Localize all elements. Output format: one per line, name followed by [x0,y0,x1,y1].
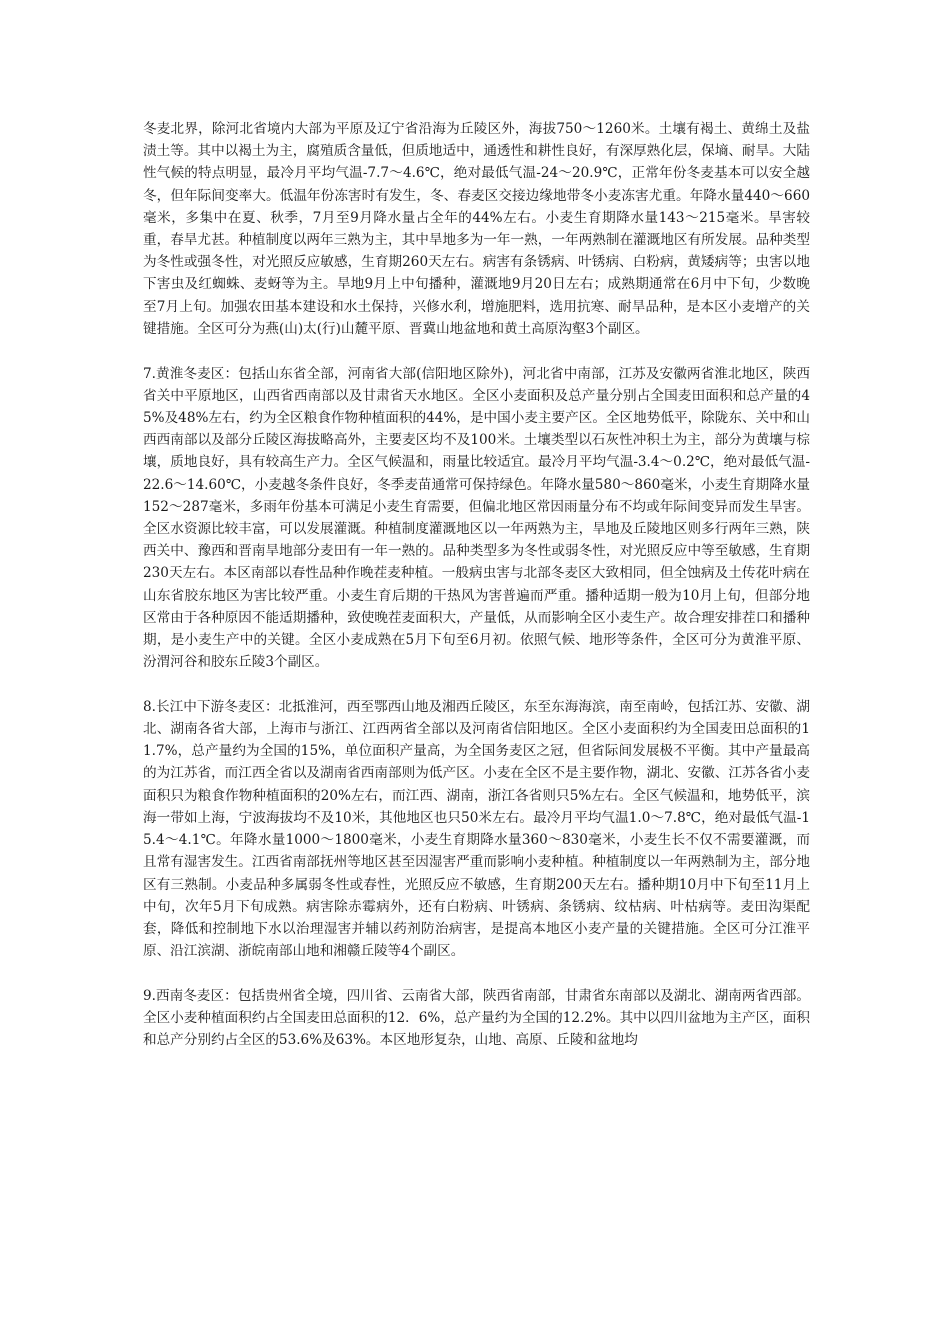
paragraph-huanghuai-winter-wheat: 7.黄淮冬麦区：包括山东省全部，河南省大部(信阳地区除外)，河北省中南部，江苏及安徽两省淮北地区，陕西省关中平原地区，山西省西南部以及甘肃省天水地区。全区小麦面积及总产量分别占全国麦田面积和总产量的45%及48%左右，约为全区粮食作物种植面积的44%，是中国小麦主要产区。全区地势低平，除陇东、关中和山西西南部以及部分丘陵区海拔略高外，主要麦区均不及100米。土壤类型以石灰性冲积土为主，部分为黄壤与棕壤，质地良好，具有较高生产力。全区气候温和，雨量比较适宜。最冷月平均气温-3.4～0.2℃，绝对最低气温-22.6～14.60℃，小麦越冬条件良好，冬季麦苗通常可保持绿色。年降水量580～860毫米，小麦生育期降水量152～287毫米，多雨年份基本可满足小麦生育需要，但偏北地区常因雨量分布不均或年际间变异而发生旱害。全区水资源比较丰富，可以发展灌溉。种植制度灌溉地区以一年两熟为主，旱地及丘陵地区则多行两年三熟，陕西关中、豫西和晋南旱地部分麦田有一年一熟的。品种类型多为冬性或弱冬性，对光照反应中等至敏感，生育期230天左右。本区南部以春性品种作晚茬麦种植。一般病虫害与北部冬麦区大致相同，但全蚀病及土传花叶病在山东省胶东地区为害比较严重。小麦生育后期的干热风为害普遍而严重。播种适期一般为10月上旬，但部分地区常由于各种原因不能适期播种，致使晚茬麦面积大，产量低，从而影响全区小麦生产。故合理安排茬口和播种期，是小麦生产中的关键。全区小麦成熟在5月下旬至6月初。依照气候、地形等条件，全区可分为黄淮平原、汾渭河谷和胶东丘陵3个副区。 [143,365,810,671]
document-body [143,118,810,1051]
paragraph-spacer [143,962,810,985]
paragraph-yangtze-winter-wheat: 8.长江中下游冬麦区：北抵淮河，西至鄂西山地及湘西丘陵区，东至东海海滨，南至南岭，包括江苏、安徽、湖北、湖南各省大部，上海市与浙江、江西两省全部以及河南省信阳地区。全区小麦面积约为全国麦田总面积的11.7%，总产量约为全国的15%，单位面积产量高，为全国务麦区之冠，但省际间发展极不平衡。其中产量最高的为江苏省，而江西全省以及湖南省西南部则为低产区。小麦在全区不是主要作物，湖北、安徽、江苏各省小麦面积只为粮食作物种植面积的20%左右，而江西、湖南，浙江各省则只5%左右。全区气候温和，地势低平，滨海一带如上海，宁波海拔均不及10米，其他地区也只50米左右。最冷月平均气温1.0～7.8℃，绝对最低气温-15.4～4.1℃。年降水量1000～1800毫米，小麦生育期降水量360～830毫米，小麦生长不仅不需要灌溉，而且常有湿害发生。江西省南部抚州等地区甚至因湿害严重而影响小麦种植。种植制度以一年两熟制为主，部分地区有三熟制。小麦品种多属弱冬性或春性，光照反应不敏感，生育期200天左右。播种期10月中下旬至11月上中旬，次年5月下旬成熟。病害除赤霉病外，还有白粉病、叶锈病、条锈病、纹枯病、叶枯病等。麦田沟渠配套，降低和控制地下水以治理湿害并辅以药剂防治病害，是提高本地区小麦产量的关键措施。全区可分江淮平原、沿江滨湖、浙皖南部山地和湘赣丘陵等4个副区。 [143,698,810,960]
paragraph-southwest-winter-wheat: 9.西南冬麦区：包括贵州省全境，四川省、云南省大部，陕西省南部，甘肃省东南部以及湖北、湖南两省西部。全区小麦种植面积约占全国麦田总面积的12．6%，总产量约为全国的12.2%。其中以四川盆地为主产区，面积和总产分别约占全区的53.6%及63%。本区地形复杂，山地、高原、丘陵和盆地均 [143,987,810,1049]
paragraph-northern-winter-wheat-continued: 冬麦北界，除河北省境内大部为平原及辽宁省沿海为丘陵区外，海拔750～1260米。土壤有褐土、黄绵土及盐渍土等。其中以褐土为主，腐殖质含量低，但质地适中，通透性和耕性良好，有深厚熟化层，保墒、耐旱。大陆性气候的特点明显，最冷月平均气温-7.7～4.6℃，绝对最低气温-24～20.9℃，正常年份冬麦基本可以安全越冬，但年际间变率大。低温年份冻害时有发生，冬、春麦区交接边缘地带冬小麦冻害尤重。年降水量440～660毫米，多集中在夏、秋季，7月至9月降水量占全年的44%左右。小麦生育期降水量143～215毫米。旱害较重，春旱尤甚。种植制度以两年三熟为主，其中旱地多为一年一熟，一年两熟制在灌溉地区有所发展。品种类型为冬性或强冬性，对光照反应敏感，生育期260天左右。病害有条锈病、叶锈病、白粉病，黄矮病等；虫害以地下害虫及红蜘蛛、麦蚜等为主。旱地9月上中旬播种，灌溉地9月20日左右；成熟期通常在6月中下旬，少数晚至7月上旬。加强农田基本建设和水土保持，兴修水利，增施肥料，选用抗寒、耐旱品种，是本区小麦增产的关键措施。全区可分为燕(山)太(行)山麓平原、晋冀山地盆地和黄土高原沟壑3个副区。 [143,121,810,337]
paragraph-spacer [143,340,810,363]
paragraph-spacer [143,673,810,696]
